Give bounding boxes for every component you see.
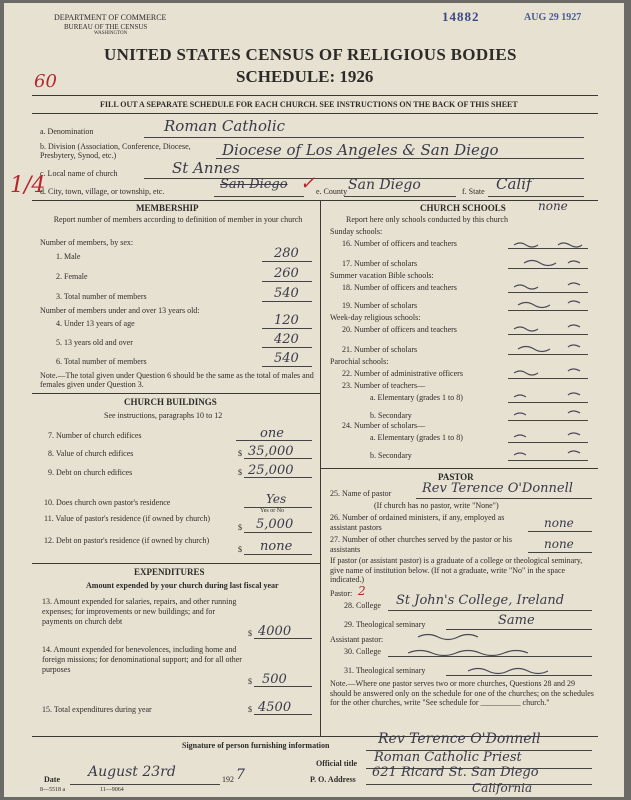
q23b-label: b. Secondary [370,411,412,420]
membership-heading: MEMBERSHIP [136,203,199,213]
q20-label: 20. Number of officers and teachers [342,325,457,334]
q12-value: none [260,539,293,554]
q23a-label: a. Elementary (grades 1 to 8) [370,393,463,402]
membership-note: Note.—The total given under Question 6 should be the same as the total of males and females given under Question 3. [40,371,314,389]
red-annotation-top: 60 [34,71,57,92]
q3-label: 3. Total number of members [56,292,147,301]
q10-value: Yes [266,492,287,506]
division-label: b. Division (Association, Conference, Diocese, Presbytery, Synod, etc.) [40,142,191,160]
city-town-label: d. City, town, village, or township, etc. [40,187,165,196]
q11-value: 5,000 [256,517,294,532]
q11-label: 11. Value of pastor's residence (if owned by church) [44,514,211,523]
summer-schools-label: Summer vacation Bible schools: [330,271,434,280]
q6-value: 540 [274,351,299,366]
denomination-label: a. Denomination [40,127,94,136]
date-value: August 23rd [88,764,176,780]
q19-label: 19. Number of scholars [342,301,418,310]
state-label: f. State [462,187,485,196]
q15-value: 4500 [258,700,292,715]
signature-value: Rev Terence O'Donnell [378,731,541,747]
q25-note: (If church has no pastor, write "None") [374,501,499,510]
received-stamp: AUG 29 1927 [524,12,582,23]
q17-label: 17. Number of scholars [342,259,418,268]
year-prefix: 192 [222,775,234,784]
no-entry-marks [504,237,594,467]
q2-label: 2. Female [56,272,88,281]
year-digit: 7 [236,767,245,783]
q7-label: 7. Number of church edifices [48,431,142,440]
q1-value: 280 [274,246,299,261]
q6-label: 6. Total number of members [56,357,147,366]
print-number: 11—9064 [100,787,124,793]
q14-value: 500 [262,672,287,687]
q9-value: 25,000 [248,463,294,478]
po-address-value: 621 Ricard St. San Diego [372,765,539,780]
po-address-value-2: California [472,781,533,795]
po-address-label: P. O. Address [310,775,356,784]
q2-value: 260 [274,266,299,281]
pastor-subheading: Pastor: [330,589,353,598]
q4-label: 4. Under 13 years of age [56,319,135,328]
q29-label: 29. Theological seminary [344,620,426,629]
q13-value: 4000 [258,624,292,639]
q26-value: none [544,516,574,530]
q8-label: 8. Value of church edifices [48,449,134,458]
pastor-note: Note.—Where one pastor serves two or more churches, Questions 28 and 29 should be answered only on the schedule for one of the churches; on the schedules for the other churches, write "See schedule for __________ church." [330,679,594,707]
schools-heading-value: none [538,199,568,213]
assistant-pastor-label: Assistant pastor: [330,635,384,644]
q29-value: Same [498,613,535,628]
official-title-value: Roman Catholic Priest [374,750,522,765]
q5-label: 5. 13 years old and over [56,338,133,347]
red-pastor-mark: 2 [358,584,366,598]
date-label: Date [44,775,60,784]
q15-label: 15. Total expenditures during year [42,705,152,714]
q25-value: Rev Terence O'Donnell [422,481,573,496]
city-label: WASHINGTON [94,31,128,36]
signature-label: Signature of person furnishing information [182,741,330,750]
q3-value: 540 [274,286,299,301]
q27-value: none [544,537,574,551]
instruction-banner: FILL OUT A SEPARATE SCHEDULE FOR EACH CHURCH. SEE INSTRUCTIONS ON THE BACK OF THIS SHEET [100,100,518,109]
q30-label: 30. College [344,647,381,656]
buildings-intro: See instructions, paragraphs 10 to 12 [104,411,223,420]
schools-heading: CHURCH SCHOOLS [420,203,506,213]
q22-label: 22. Number of administrative officers [342,369,463,378]
official-title-label: Official title [316,759,358,768]
q13-label: 13. Amount expended for salaries, repairs, and other running expenses; for improvements or new buildings; and for payments on church debt [42,597,237,626]
weekday-schools-label: Week-day religious schools: [330,313,421,322]
age-intro-label: Number of members under and over 13 years old: [40,306,200,315]
red-annotation-left: 1/4 [10,173,46,198]
q25-label: 25. Name of pastor [330,489,392,498]
q24a-label: a. Elementary (grades 1 to 8) [370,433,463,442]
q24-label: 24. Number of scholars— [342,421,426,430]
yes-no-hint: Yes or No [260,508,285,514]
q23-label: 23. Number of teachers— [342,381,426,390]
q27-label: 27. Number of other churches served by the pastor or his assistants [330,535,512,554]
q5-value: 420 [274,332,299,347]
q1-label: 1. Male [56,252,81,261]
q7-value: one [260,426,284,441]
form-title: UNITED STATES CENSUS OF RELIGIOUS BODIES [104,45,517,64]
q14-label: 14. Amount expended for benevolences, including home and foreign missions; for denominational support; and for all other purposes [42,645,242,674]
q9-label: 9. Debt on church edifices [48,468,133,477]
red-check-mark: ✓ [300,173,316,194]
city-town-value: San Diego [220,177,288,192]
q16-label: 16. Number of officers and teachers [342,239,457,248]
q28-value: St John's College, Ireland [396,593,565,608]
members-by-sex-label: Number of members, by sex: [40,238,134,247]
q12-label: 12. Debt on pastor's residence (if owned by church) [44,536,210,545]
department-label: DEPARTMENT OF COMMERCE [54,13,167,22]
form-number: 8—5518 a [40,787,66,793]
buildings-heading: CHURCH BUILDINGS [124,397,217,407]
expenditures-heading: EXPENDITURES [134,567,205,577]
county-label: e. County [316,187,348,196]
q31-label: 31. Theological seminary [344,666,426,675]
county-value: San Diego [348,177,421,193]
local-name-value: St Annes [172,159,240,177]
q18-label: 18. Number of officers and teachers [342,283,457,292]
denomination-value: Roman Catholic [164,117,286,135]
q4-value: 120 [274,313,299,328]
q24b-label: b. Secondary [370,451,412,460]
form-subtitle: SCHEDULE: 1926 [236,67,374,86]
sunday-schools-label: Sunday schools: [330,227,383,236]
q28-label: 28. College [344,601,381,610]
q8-value: 35,000 [248,444,294,459]
expenditures-intro: Amount expended by your church during last fiscal year [86,581,279,590]
q26-label: 26. Number of ordained ministers, if any, employed as assistant pastors [330,513,505,532]
schools-intro: Report here only schools conducted by this church [346,215,508,224]
state-value: Calif [496,175,532,193]
pastor-heading: PASTOR [438,472,474,482]
bureau-label: BUREAU OF THE CENSUS [64,23,148,31]
census-form-page: DEPARTMENT OF COMMERCE BUREAU OF THE CENSUS WASHINGTON 14882 AUG 29 1927 UNITED STATES CENSUS OF RELIGIOUS BODIES SCHEDULE: 1926 60 FILL OUT A SEPARATE SCHEDULE FOR EACH CHURCH. SEE INSTRUCTIONS ON THE BACK OF THIS SHEET a. Denomination Roman Catholic b. Division (Association, Conference, Diocese, Presbytery, Synod, etc.) Diocese of Los Angeles & San Diego c. Local name of church St Annes d. City, town, village, or township, etc. San Diego ✓ e. County San Diego f. State Calif 1/4 MEMBERSHIP Report number of members according to definition of member in your church Number of members, by sex: 1. Male 280 2. Female 260 3. Total number of members 540 Number of members under and over 13 years old: 4. Under 13 years of age 120 5. 13 years old and over 420 6. Total number of members 540 Note.—The total given under Question 6 should be the same as the total of males and females given under Question 3. CHURCH BUILDINGS See instructions, paragraphs 10 to 12 7. Number of church edifices one 8. Value of church edifices $ 35,000 9. Debt on church edifices $ 25,000 10. Does church own pastor's residence Yes Yes or No 11. Value of pastor's residence (if owned by church) $ 5,000 12. Debt on pastor's residence (if owned by church) $ none EXPENDITURES Amount expended by your church during last fiscal year 13. Amount expended for salaries, repairs, and other running expenses; for improvements or new buildings; and for payments on church debt $ 4000 14. Amount expended for benevolences, including home and foreign missions; for denominational support; and for all other purposes $ 500 15. Total expenditures during year $ 4500 CHURCH SCHOOLS none Report here only schools conducted by this church Sunday schools: 16. Number of officers and teachers 17. Number of scholars Summer vacation Bible schools: 18. Number of officers and teachers 19. Number of scholars Week-day religious schools: 20. Number of officers and teachers 21. Number of scholars Parochial schools: 22. Number of administrative officers 23. Number of teachers— a. Elementary (grades 1 to 8) b. Secondary 24. Number of scholars— a. Elementary (grades 1 to 8) b. Secondary PASTOR 25. Name of pastor Rev Terence O'Donnell (If church has no pastor, write "None") 26. Number of ordained ministers, if any, employed as assistant pastors none 27. Number of other churches served by the pastor or his assistants none If pastor (or assistant pastor) is a graduate of a college or theological seminary, give name of institution below. (If not a graduate, write "No" in the space indicated.) Pastor: 2 28. College St John's College, Ireland 29. Theological seminary Same Assistant pastor: 30. College 31. Theological seminary Note.—Where one pastor serves two or more churches, Questions 28 and 29 should be answered only on the schedule for one of the churches; on the schedules for the other churches, write "See schedule for __________ church." Signature of person furnishing information Rev Terence O'Donnell Official title Roman Catholic Priest Date August 23rd 192 7 P. O. Address 621 Ricard St. San Diego California 8—5518 a 11—9064 [4,3,624,797]
membership-intro: Report number of members according to definition of member in your church [53,215,303,224]
q10-label: 10. Does church own pastor's residence [44,498,171,507]
graduate-note: If pastor (or assistant pastor) is a graduate of a college or theological seminary, give name of institution below. (If not a graduate, write "No" in the space indicated.) [330,556,583,584]
division-value: Diocese of Los Angeles & San Diego [222,141,499,159]
assistant-no-entry-marks [388,633,594,679]
parochial-schools-label: Parochial schools: [330,357,389,366]
serial-number: 14882 [442,9,480,24]
q21-label: 21. Number of scholars [342,345,418,354]
local-name-label: c. Local name of church [40,169,118,178]
